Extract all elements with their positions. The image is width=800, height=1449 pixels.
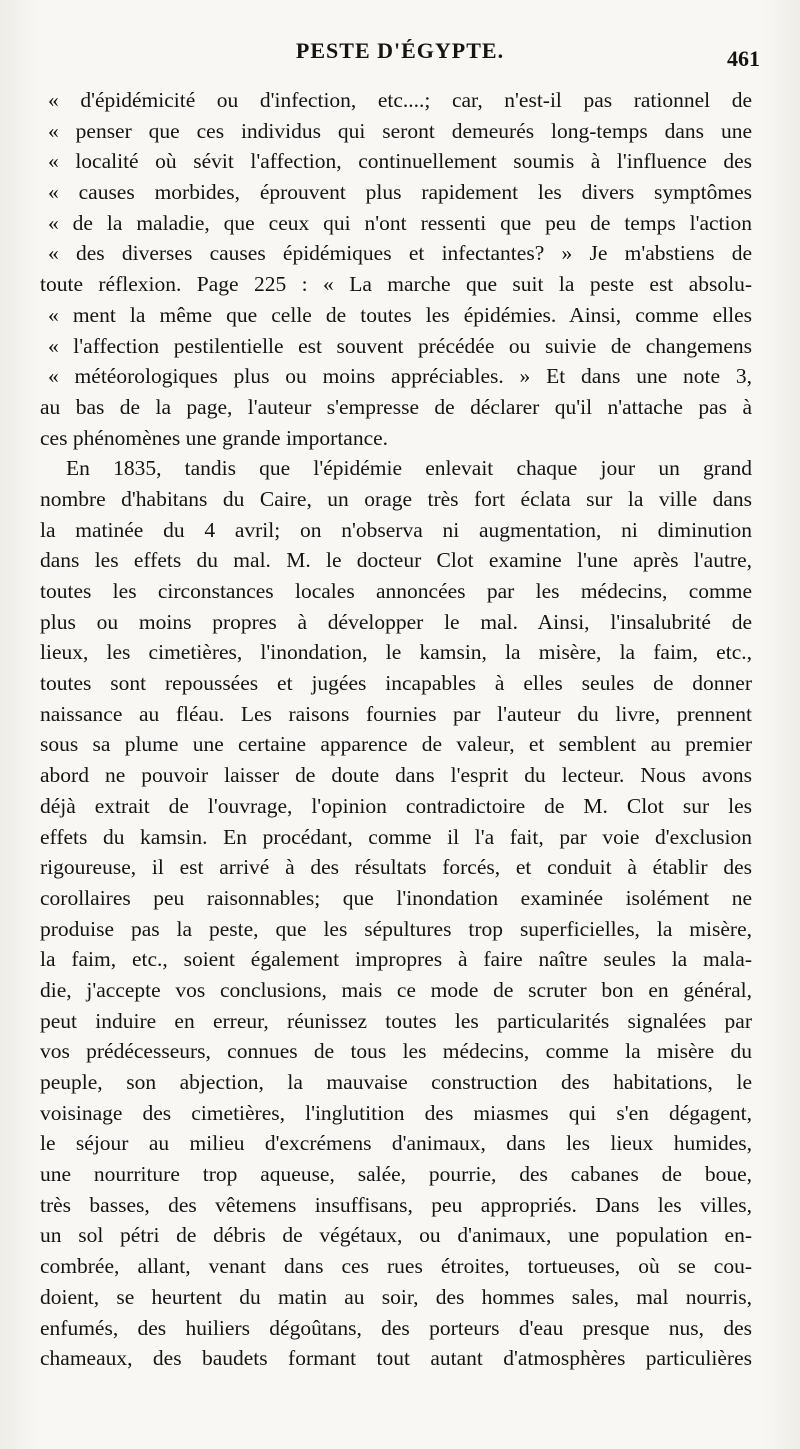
text-line: die, j'accepte vos conclusions, mais ce mode de scruter bon en général, (40, 977, 752, 1002)
page-number: 461 (727, 46, 760, 71)
text-line: rigoureuse, il est arrivé à des résultats forcés, et conduit à établir des (40, 855, 752, 880)
text-line: ces phénomènes une grande importance. (40, 425, 389, 450)
text-line: abord ne pouvoir laisser de doute dans l'esprit du lecteur. Nous avons (40, 763, 752, 788)
text-line: voisinage des cimetières, l'inglutition des miasmes qui s'en dégagent, (40, 1100, 752, 1125)
text-line: toutes sont repoussées et jugées incapables à elles seules de donner (40, 671, 752, 696)
text-line: au bas de la page, l'auteur s'empresse de déclarer qu'il n'attache pas à (40, 394, 752, 419)
text-line: « localité où sévit l'affection, continuellement soumis à l'influence des (48, 149, 752, 174)
text-line: toute réflexion. Page 225 : « La marche que suit la peste est absolu- (40, 272, 752, 297)
text-line: corollaires peu raisonnables; que l'inondation examinée isolément ne (40, 885, 752, 910)
text-line: toutes les circonstances locales annoncées par les médecins, comme (40, 579, 752, 603)
text-line: la matinée du 4 avril; on n'observa ni augmentation, ni diminution (40, 517, 752, 542)
page-header (40, 38, 760, 78)
text-line: « de la maladie, que ceux qui n'ont ressenti que peu de temps l'action (48, 210, 752, 235)
text-line: peuple, son abjection, la mauvaise construction des habitations, le (40, 1070, 752, 1094)
text-line: « l'affection pestilentielle est souvent précédée ou suivie de changemens (48, 333, 752, 358)
text-line: très basses, des vêtemens insuffisans, peu appropriés. Dans les villes, (40, 1192, 752, 1217)
text-line: « penser que ces individus qui seront demeurés long-temps dans une (48, 118, 752, 143)
text-line: « ment la même que celle de toutes les épidémies. Ainsi, comme elles (48, 302, 752, 327)
text-line: En 1835, tandis que l'épidémie enlevait chaque jour un grand (66, 456, 752, 481)
text-line: « d'épidémicité ou d'infection, etc....; car, n'est-il pas rationnel de (48, 88, 752, 112)
text-line: plus ou moins propres à développer le mal. Ainsi, l'insalubrité de (40, 609, 752, 634)
text-line: sous sa plume une certaine apparence de valeur, et semblent au premier (40, 732, 752, 757)
text-line: « causes morbides, éprouvent plus rapidement les divers symptômes (48, 180, 752, 205)
text-line: doient, se heurtent du matin au soir, des hommes sales, mal nourris, (40, 1284, 752, 1309)
text-line: la faim, etc., soient également impropres à faire naître seules la mala- (40, 947, 752, 972)
text-line: nombre d'habitans du Caire, un orage très fort éclata sur la ville dans (40, 486, 752, 511)
body-text (40, 85, 752, 1374)
text-line: le séjour au milieu d'excrémens d'animaux, dans les lieux humides, (40, 1131, 752, 1156)
text-line: effets du kamsin. En procédant, comme il l'a fait, par voie d'exclusion (40, 824, 752, 849)
text-line: « des diverses causes épidémiques et infectantes? » Je m'abstiens de (48, 241, 752, 266)
text-line: un sol pétri de débris de végétaux, ou d'animaux, une population en- (40, 1223, 752, 1248)
text-line: lieux, les cimetières, l'inondation, le kamsin, la misère, la faim, etc., (40, 640, 752, 665)
text-line: chameaux, des baudets formant tout autant d'atmosphères particulières (40, 1346, 752, 1371)
running-title: PESTE D'ÉGYPTE. (295, 38, 505, 63)
text-line: une nourriture trop aqueuse, salée, pourrie, des cabanes de boue, (40, 1162, 752, 1187)
text-line: combrée, allant, venant dans ces rues étroites, tortueuses, où se cou- (40, 1254, 752, 1279)
text-line: dans les effets du mal. M. le docteur Clot examine l'une après l'autre, (40, 548, 752, 573)
text-line: peut induire en erreur, réunissez toutes les particularités signalées par (40, 1008, 752, 1033)
text-line: « météorologiques plus ou moins appréciables. » Et dans une note 3, (48, 364, 752, 389)
text-line: naissance au fléau. Les raisons fournies par l'auteur du livre, prennent (40, 701, 752, 726)
text-line: déjà extrait de l'ouvrage, l'opinion contradictoire de M. Clot sur les (40, 793, 752, 818)
text-line: vos prédécesseurs, connues de tous les médecins, comme la misère du (40, 1039, 752, 1064)
text-line: produise pas la peste, que les sépultures trop superficielles, la misère, (40, 916, 752, 941)
text-line: enfumés, des huiliers dégoûtans, des porteurs d'eau presque nus, des (40, 1315, 752, 1340)
